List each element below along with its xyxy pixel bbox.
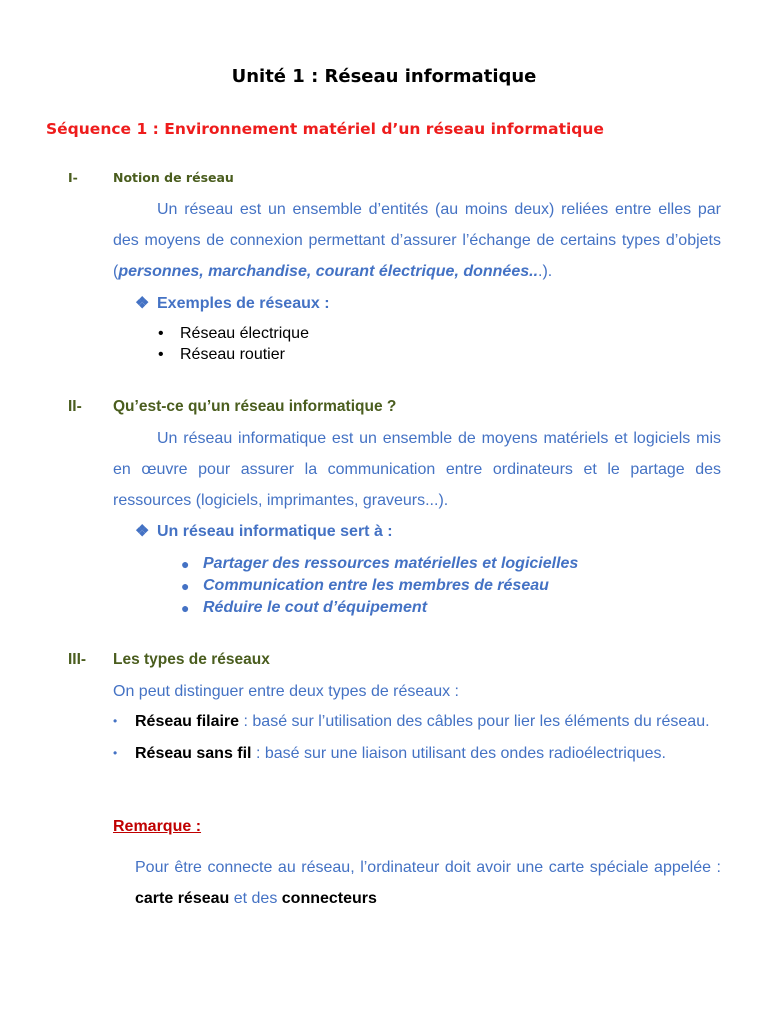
type-description: : basé sur une liaison utilisant des ondes radioélectriques.	[251, 745, 666, 762]
bullet-icon: •	[113, 714, 118, 728]
types-list	[113, 706, 721, 769]
remark-label: Remarque :	[113, 818, 202, 835]
section-1-emphasis: personnes, marchandise, courant électrique, données..	[118, 263, 539, 280]
sequence-title: Séquence 1 : Environnement matériel d’un réseau informatique	[46, 120, 604, 138]
section-3-number: III-	[68, 651, 87, 668]
list-item: ● Partager des ressources matérielles et logicielles	[181, 553, 578, 575]
examples-label: Exemples de réseaux :	[157, 295, 330, 312]
type-term: Réseau filaire	[135, 713, 240, 730]
section-2-number: II-	[68, 398, 82, 415]
section-1-number: I-	[68, 170, 78, 185]
list-item: ● Communication entre les membres de réseau	[181, 575, 578, 597]
bullet-icon: •	[113, 746, 118, 760]
list-item	[113, 738, 721, 769]
uses-label: Un réseau informatique sert à :	[157, 523, 393, 540]
section-2-heading: Qu’est-ce qu’un réseau informatique ?	[113, 398, 397, 415]
remark-paragraph: Pour être connecte au réseau, l’ordinateur doit avoir une carte spéciale appelée : carte réseau et des connecteurs	[135, 859, 721, 907]
remark-term: carte réseau	[135, 890, 230, 907]
type-term: Réseau sans fil	[135, 745, 252, 762]
bullet-icon: ●	[181, 578, 190, 594]
bullet-icon: ●	[181, 600, 190, 616]
section-1-text-end: .).	[538, 263, 553, 280]
section-3-intro: On peut distinguer entre deux types de réseaux :	[113, 683, 459, 700]
section-1-heading: Notion de réseau	[113, 170, 234, 185]
document-title: Unité 1 : Réseau informatique	[231, 66, 537, 87]
uses-list	[181, 553, 578, 619]
uses-subheading	[135, 521, 393, 541]
list-item	[113, 706, 721, 737]
bullet-icon: •	[158, 325, 164, 342]
diamond-bullet-icon: ❖	[135, 295, 150, 312]
list-item: • Réseau électrique	[158, 325, 309, 342]
type-description: : basé sur l’utilisation des câbles pour lier les éléments du réseau.	[239, 713, 710, 730]
section-2-paragraph: Un réseau informatique est un ensemble de moyens matériels et logiciels mis en œuvre pour assurer la communication entre ordinateurs et le partage des ressources (logiciels, imprimantes, graveurs...).	[113, 430, 721, 509]
bullet-icon: •	[158, 346, 164, 363]
examples-list	[158, 323, 309, 365]
bullet-icon: ●	[181, 556, 190, 572]
examples-subheading	[135, 293, 330, 313]
remark-term: connecteurs	[281, 890, 377, 907]
section-1-text: Un réseau est un ensemble d’entités (au moins deux) reliées entre elles par des moyens de connexion permettant d’assurer l’échange de certains types d’objets (	[113, 201, 721, 280]
list-item: • Réseau routier	[158, 346, 285, 363]
section-3-heading: Les types de réseaux	[113, 651, 270, 668]
section-1-paragraph	[113, 194, 721, 287]
list-item: ● Réduire le cout d’équipement	[181, 597, 578, 619]
diamond-bullet-icon: ❖	[135, 523, 150, 540]
